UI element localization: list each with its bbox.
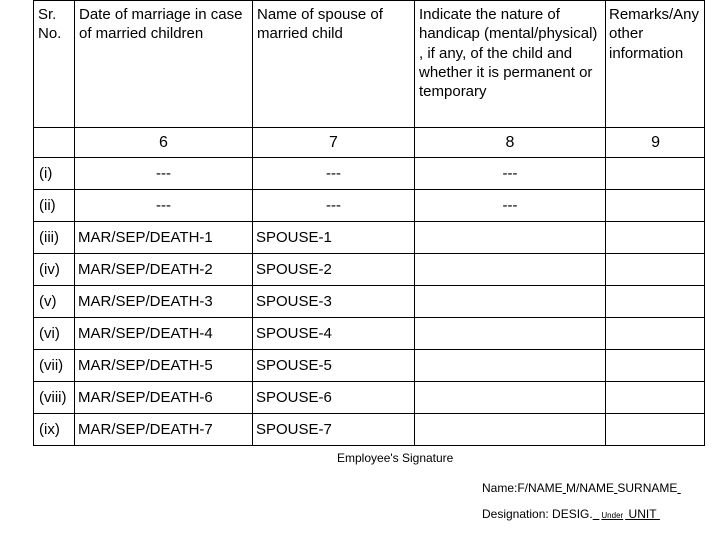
designation-line bbox=[482, 507, 660, 521]
row-date-of-marriage: --- bbox=[75, 190, 253, 222]
row-remarks bbox=[606, 414, 705, 446]
column-number: 7 bbox=[253, 128, 415, 158]
header-sr: Sr. No. bbox=[34, 1, 75, 128]
table-row bbox=[34, 222, 705, 254]
header-spouse-name: Name of spouse of married child bbox=[253, 1, 415, 128]
row-remarks bbox=[606, 158, 705, 190]
row-spouse-name: SPOUSE-5 bbox=[253, 350, 415, 382]
table-row bbox=[34, 318, 705, 350]
header-date-of-marriage: Date of marriage in case of married children bbox=[75, 1, 253, 128]
name-first: Name:F/NAME bbox=[482, 481, 563, 495]
column-number: 9 bbox=[606, 128, 705, 158]
row-spouse-name: --- bbox=[253, 158, 415, 190]
row-date-of-marriage: MAR/SEP/DEATH-7 bbox=[75, 414, 253, 446]
table-row bbox=[34, 414, 705, 446]
row-spouse-name: SPOUSE-2 bbox=[253, 254, 415, 286]
column-number: 6 bbox=[75, 128, 253, 158]
row-sr: (v) bbox=[34, 286, 75, 318]
row-spouse-name: SPOUSE-1 bbox=[253, 222, 415, 254]
row-spouse-name: SPOUSE-3 bbox=[253, 286, 415, 318]
row-remarks bbox=[606, 222, 705, 254]
row-handicap: --- bbox=[415, 190, 606, 222]
row-remarks bbox=[606, 286, 705, 318]
name-middle: M/NAME bbox=[566, 481, 615, 495]
employee-signature-label: Employee's Signature bbox=[337, 451, 454, 465]
row-date-of-marriage: MAR/SEP/DEATH-3 bbox=[75, 286, 253, 318]
row-handicap bbox=[415, 254, 606, 286]
row-handicap bbox=[415, 286, 606, 318]
column-number: 8 bbox=[415, 128, 606, 158]
row-handicap bbox=[415, 222, 606, 254]
row-handicap bbox=[415, 350, 606, 382]
row-handicap bbox=[415, 382, 606, 414]
table-row bbox=[34, 286, 705, 318]
employee-name-line bbox=[482, 481, 681, 495]
row-sr: (viii) bbox=[34, 382, 75, 414]
row-spouse-name: --- bbox=[253, 190, 415, 222]
row-date-of-marriage: MAR/SEP/DEATH-4 bbox=[75, 318, 253, 350]
row-date-of-marriage: MAR/SEP/DEATH-5 bbox=[75, 350, 253, 382]
row-sr: (ix) bbox=[34, 414, 75, 446]
row-sr: (vii) bbox=[34, 350, 75, 382]
row-remarks bbox=[606, 382, 705, 414]
row-sr: (i) bbox=[34, 158, 75, 190]
row-spouse-name: SPOUSE-6 bbox=[253, 382, 415, 414]
row-handicap: --- bbox=[415, 158, 606, 190]
row-handicap bbox=[415, 414, 606, 446]
table-row bbox=[34, 190, 705, 222]
table-row bbox=[34, 382, 705, 414]
row-remarks bbox=[606, 350, 705, 382]
table-row bbox=[34, 158, 705, 190]
header-row bbox=[34, 1, 705, 128]
table-row bbox=[34, 350, 705, 382]
row-sr: (vi) bbox=[34, 318, 75, 350]
row-sr: (iii) bbox=[34, 222, 75, 254]
family-details-table bbox=[33, 0, 705, 446]
row-date-of-marriage: --- bbox=[75, 158, 253, 190]
row-spouse-name: SPOUSE-7 bbox=[253, 414, 415, 446]
row-date-of-marriage: MAR/SEP/DEATH-2 bbox=[75, 254, 253, 286]
name-surname: SURNAME bbox=[617, 481, 678, 495]
header-handicap: Indicate the nature of handicap (mental/physical) , if any, of the child and whether it is permanent or temporary bbox=[415, 1, 606, 128]
row-sr: (iv) bbox=[34, 254, 75, 286]
designation-unit: UNIT bbox=[628, 507, 657, 521]
row-sr: (ii) bbox=[34, 190, 75, 222]
row-date-of-marriage: MAR/SEP/DEATH-1 bbox=[75, 222, 253, 254]
designation-value: Designation: DESIG. bbox=[482, 507, 593, 521]
column-number-row bbox=[34, 128, 705, 158]
row-spouse-name: SPOUSE-4 bbox=[253, 318, 415, 350]
designation-under: Under bbox=[601, 511, 624, 520]
header-remarks: Remarks/Any other information bbox=[606, 1, 705, 128]
row-remarks bbox=[606, 254, 705, 286]
row-remarks bbox=[606, 318, 705, 350]
row-remarks bbox=[606, 190, 705, 222]
column-number bbox=[34, 128, 75, 158]
table-row bbox=[34, 254, 705, 286]
row-date-of-marriage: MAR/SEP/DEATH-6 bbox=[75, 382, 253, 414]
row-handicap bbox=[415, 318, 606, 350]
